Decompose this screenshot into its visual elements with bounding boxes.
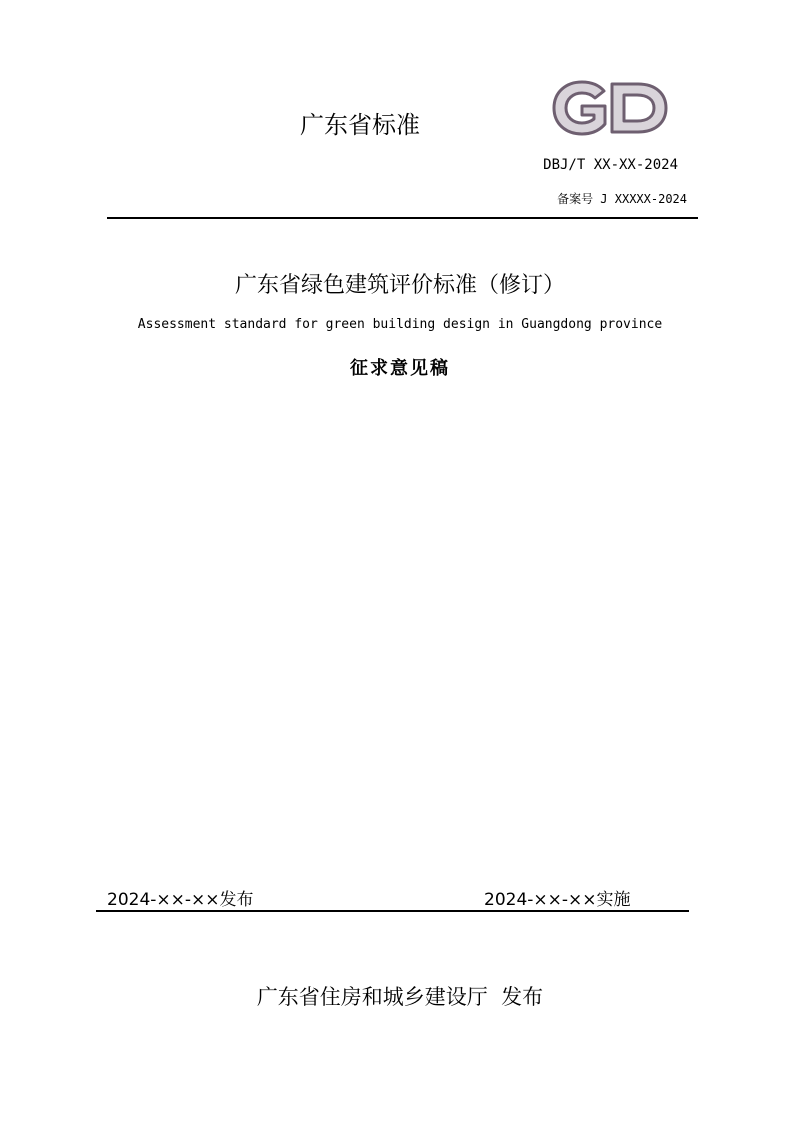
document-title-chinese: 广东省绿色建筑评价标准（修订）: [234, 273, 565, 298]
bottom-divider: [96, 910, 689, 912]
standard-number: DBJ/T XX-XX-2024: [543, 157, 678, 173]
publish-date: 2024-××-××发布: [107, 890, 254, 910]
gd-logo-icon: [552, 80, 668, 136]
draft-label: 征求意见稿: [350, 358, 450, 379]
document-title-english: Assessment standard for green building design in Guangdong province: [137, 317, 663, 332]
issuer-line: 广东省住房和城乡建设厅 发布: [256, 985, 544, 1009]
top-divider: [107, 217, 698, 219]
standard-type-heading: 广东省标准: [300, 111, 420, 139]
record-number: 备案号 J XXXXX-2024: [557, 192, 687, 206]
implement-date: 2024-××-××实施: [484, 890, 631, 910]
